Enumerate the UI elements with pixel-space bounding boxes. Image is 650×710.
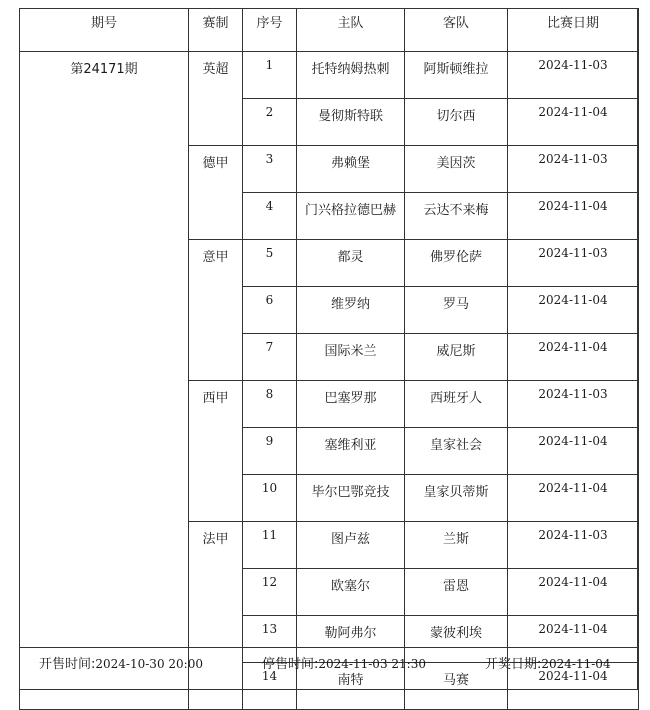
match-date-cell: 2024-11-04 bbox=[508, 334, 639, 381]
header-issue: 期号 bbox=[20, 9, 189, 52]
seq-cell: 5 bbox=[243, 240, 297, 287]
seq-cell: 2 bbox=[243, 99, 297, 146]
seq-cell: 13 bbox=[243, 616, 297, 663]
match-date-cell: 2024-11-03 bbox=[508, 522, 639, 569]
header-date: 比赛日期 bbox=[508, 9, 639, 52]
header-row bbox=[20, 9, 639, 52]
away-team-cell: 兰斯 bbox=[405, 522, 508, 569]
away-team-cell: 威尼斯 bbox=[405, 334, 508, 381]
seq-cell: 8 bbox=[243, 381, 297, 428]
away-team-cell: 佛罗伦萨 bbox=[405, 240, 508, 287]
seq-cell: 3 bbox=[243, 146, 297, 193]
away-team-cell: 阿斯顿维拉 bbox=[405, 52, 508, 99]
sale-stop bbox=[262, 653, 426, 672]
seq-cell: 12 bbox=[243, 569, 297, 616]
schedule-table bbox=[19, 8, 639, 710]
match-date-cell: 2024-11-03 bbox=[508, 381, 639, 428]
seq-cell: 7 bbox=[243, 334, 297, 381]
away-team-cell: 雷恩 bbox=[405, 569, 508, 616]
home-team-cell: 塞维利亚 bbox=[297, 428, 405, 475]
home-team-cell: 欧塞尔 bbox=[297, 569, 405, 616]
match-date-cell: 2024-11-04 bbox=[508, 193, 639, 240]
home-team-cell: 勒阿弗尔 bbox=[297, 616, 405, 663]
issue-number: 第24171期 bbox=[20, 52, 189, 710]
league-cell: 德甲 bbox=[189, 146, 243, 240]
match-date-cell: 2024-11-03 bbox=[508, 240, 639, 287]
match-date-cell: 2024-11-04 bbox=[508, 663, 639, 710]
away-team-cell: 切尔西 bbox=[405, 99, 508, 146]
league-cell: 英超 bbox=[189, 52, 243, 146]
away-team-cell: 马赛 bbox=[405, 663, 508, 710]
away-team-cell: 罗马 bbox=[405, 287, 508, 334]
table-row bbox=[20, 52, 639, 99]
match-date-cell: 2024-11-04 bbox=[508, 428, 639, 475]
match-date-cell: 2024-11-04 bbox=[508, 616, 639, 663]
header-league: 赛制 bbox=[189, 9, 243, 52]
seq-cell: 9 bbox=[243, 428, 297, 475]
home-team-cell: 南特 bbox=[297, 663, 405, 710]
home-team-cell: 维罗纳 bbox=[297, 287, 405, 334]
home-team-cell: 国际米兰 bbox=[297, 334, 405, 381]
home-team-cell: 托特纳姆热刺 bbox=[297, 52, 405, 99]
away-team-cell: 美因茨 bbox=[405, 146, 508, 193]
seq-cell: 14 bbox=[243, 663, 297, 710]
match-date-cell: 2024-11-04 bbox=[508, 569, 639, 616]
away-team-cell: 皇家贝蒂斯 bbox=[405, 475, 508, 522]
match-date-cell: 2024-11-03 bbox=[508, 146, 639, 193]
header-seq: 序号 bbox=[243, 9, 297, 52]
away-team-cell: 皇家社会 bbox=[405, 428, 508, 475]
seq-cell: 1 bbox=[243, 52, 297, 99]
sale-stop-label: 停售时间: bbox=[262, 657, 319, 672]
match-date-cell: 2024-11-03 bbox=[508, 52, 639, 99]
away-team-cell: 云达不来梅 bbox=[405, 193, 508, 240]
sale-info-footer bbox=[19, 653, 638, 673]
league-cell: 意甲 bbox=[189, 240, 243, 381]
sale-start bbox=[39, 653, 203, 672]
footer-divider bbox=[19, 647, 638, 648]
header-home: 主队 bbox=[297, 9, 405, 52]
sale-start-value: 2024-10-30 20:00 bbox=[95, 657, 203, 671]
header-away: 客队 bbox=[405, 9, 508, 52]
match-date-cell: 2024-11-04 bbox=[508, 99, 639, 146]
home-team-cell: 门兴格拉德巴赫 bbox=[297, 193, 405, 240]
away-team-cell: 蒙彼利埃 bbox=[405, 616, 508, 663]
seq-cell: 4 bbox=[243, 193, 297, 240]
sale-stop-value: 2024-11-03 21:30 bbox=[318, 657, 426, 671]
home-team-cell: 弗赖堡 bbox=[297, 146, 405, 193]
seq-cell: 11 bbox=[243, 522, 297, 569]
match-date-cell: 2024-11-04 bbox=[508, 287, 639, 334]
league-cell: 法甲 bbox=[189, 522, 243, 710]
home-team-cell: 都灵 bbox=[297, 240, 405, 287]
home-team-cell: 曼彻斯特联 bbox=[297, 99, 405, 146]
draw-date-label: 开奖日期: bbox=[485, 657, 542, 672]
sale-start-label: 开售时间: bbox=[39, 657, 96, 672]
league-cell: 西甲 bbox=[189, 381, 243, 522]
draw-date bbox=[485, 653, 611, 672]
seq-cell: 10 bbox=[243, 475, 297, 522]
away-team-cell: 西班牙人 bbox=[405, 381, 508, 428]
draw-date-value: 2024-11-04 bbox=[541, 657, 611, 671]
home-team-cell: 毕尔巴鄂竞技 bbox=[297, 475, 405, 522]
home-team-cell: 图卢兹 bbox=[297, 522, 405, 569]
home-team-cell: 巴塞罗那 bbox=[297, 381, 405, 428]
seq-cell: 6 bbox=[243, 287, 297, 334]
match-date-cell: 2024-11-04 bbox=[508, 475, 639, 522]
